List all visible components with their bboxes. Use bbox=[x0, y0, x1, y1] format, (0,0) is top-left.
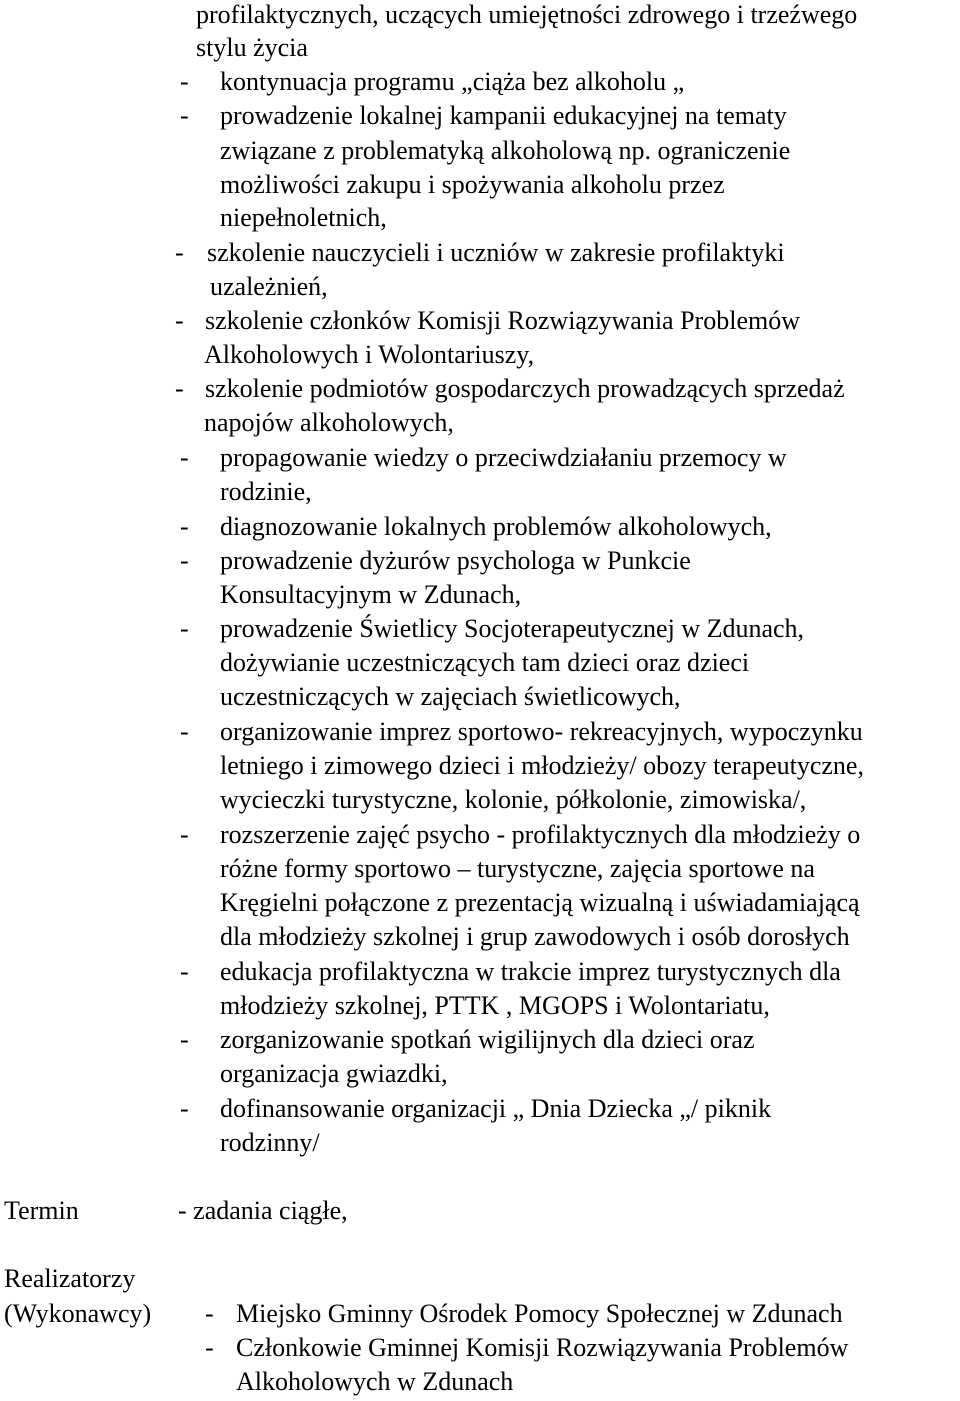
list-item-text: prowadzenie lokalnej kampanii edukacyjnej na tematy bbox=[220, 101, 787, 130]
list-dash: - bbox=[175, 306, 184, 335]
realizatorzy-label: Realizatorzy bbox=[4, 1264, 136, 1293]
text-line: napojów alkoholowych, bbox=[204, 408, 454, 437]
list-item-text: prowadzenie Świetlicy Socjoterapeutycznej w Zdunach, bbox=[220, 614, 805, 643]
list-dash: - bbox=[180, 546, 189, 575]
list-item-text: organizowanie imprez sportowo- rekreacyjnych, wypoczynku bbox=[220, 717, 863, 746]
text-line: Kręgielni połączone z prezentacją wizualną i uświadamiającą bbox=[220, 888, 860, 917]
list-dash: - bbox=[180, 717, 189, 746]
text-line: Konsultacyjnym w Zdunach, bbox=[220, 580, 522, 609]
list-dash: - bbox=[180, 614, 189, 643]
text-line: organizacja gwiazdki, bbox=[220, 1059, 448, 1088]
list-dash: - bbox=[180, 1094, 189, 1123]
text-line: rodzinie, bbox=[220, 477, 312, 506]
list-dash: - bbox=[180, 101, 189, 130]
text-line: Alkoholowych i Wolontariuszy, bbox=[204, 340, 535, 369]
list-dash: - bbox=[180, 443, 189, 472]
list-item-text: szkolenie nauczycieli i uczniów w zakresie profilaktyki bbox=[207, 238, 785, 267]
list-item-text: rozszerzenie zajęć psycho - profilaktycznych dla młodzieży o bbox=[220, 820, 861, 849]
text-line: niepełnoletnich, bbox=[220, 203, 387, 232]
list-item-text: szkolenie podmiotów gospodarczych prowadzących sprzedaż bbox=[205, 374, 845, 403]
realizator-item: Członkowie Gminnej Komisji Rozwiązywania Problemów bbox=[236, 1333, 849, 1362]
list-dash: - bbox=[180, 512, 189, 541]
list-dash: - bbox=[180, 1025, 189, 1054]
list-dash: - bbox=[180, 67, 189, 96]
termin-label: Termin bbox=[4, 1196, 79, 1225]
termin-value: - zadania ciągłe, bbox=[178, 1196, 348, 1225]
text-line: uczestniczących w zajęciach świetlicowych, bbox=[220, 682, 681, 711]
list-dash: - bbox=[205, 1333, 214, 1362]
text-line: profilaktycznych, uczących umiejętności zdrowego i trzeźwego bbox=[196, 0, 858, 29]
list-item-text: diagnozowanie lokalnych problemów alkoholowych, bbox=[220, 512, 772, 541]
text-line: letniego i zimowego dzieci i młodzieży/ obozy terapeutyczne, bbox=[220, 751, 864, 780]
list-dash: - bbox=[175, 238, 184, 267]
text-line: dożywianie uczestniczących tam dzieci oraz dzieci bbox=[220, 648, 750, 677]
list-item-text: kontynuacja programu „ciąża bez alkoholu „ bbox=[220, 67, 685, 96]
list-item-text: szkolenie członków Komisji Rozwiązywania Problemów bbox=[205, 306, 800, 335]
list-item-text: zorganizowanie spotkań wigilijnych dla dzieci oraz bbox=[220, 1025, 755, 1054]
list-item-text: prowadzenie dyżurów psychologa w Punkcie bbox=[220, 546, 691, 575]
text-line: związane z problematyką alkoholową np. ograniczenie bbox=[220, 136, 791, 165]
list-dash: - bbox=[175, 374, 184, 403]
text-line: różne formy sportowo – turystyczne, zajęcia sportowe na bbox=[220, 854, 815, 883]
list-dash: - bbox=[180, 957, 189, 986]
text-line: wycieczki turystyczne, kolonie, półkolonie, zimowiska/, bbox=[220, 785, 807, 814]
list-item-text: edukacja profilaktyczna w trakcie imprez turystycznych dla bbox=[220, 957, 841, 986]
text-line: uzależnień, bbox=[210, 272, 328, 301]
wykonawcy-label: (Wykonawcy) bbox=[4, 1299, 152, 1328]
list-dash: - bbox=[180, 820, 189, 849]
list-item-text: dofinansowanie organizacji „ Dnia Dziecka „/ piknik bbox=[220, 1094, 772, 1123]
text-line: dla młodzieży szkolnej i grup zawodowych i osób dorosłych bbox=[220, 922, 850, 951]
text-line: stylu życia bbox=[196, 33, 308, 62]
text-line: młodzieży szkolnej, PTTK , MGOPS i Wolontariatu, bbox=[220, 991, 770, 1020]
text-line: możliwości zakupu i spożywania alkoholu przez bbox=[220, 170, 725, 199]
text-line: rodzinny/ bbox=[220, 1128, 320, 1157]
realizator-item-cont: Alkoholowych w Zdunach bbox=[236, 1367, 514, 1396]
list-item-text: propagowanie wiedzy o przeciwdziałaniu przemocy w bbox=[220, 443, 787, 472]
list-dash: - bbox=[205, 1299, 214, 1328]
realizator-item: Miejsko Gminny Ośrodek Pomocy Społecznej w Zdunach bbox=[236, 1299, 843, 1328]
